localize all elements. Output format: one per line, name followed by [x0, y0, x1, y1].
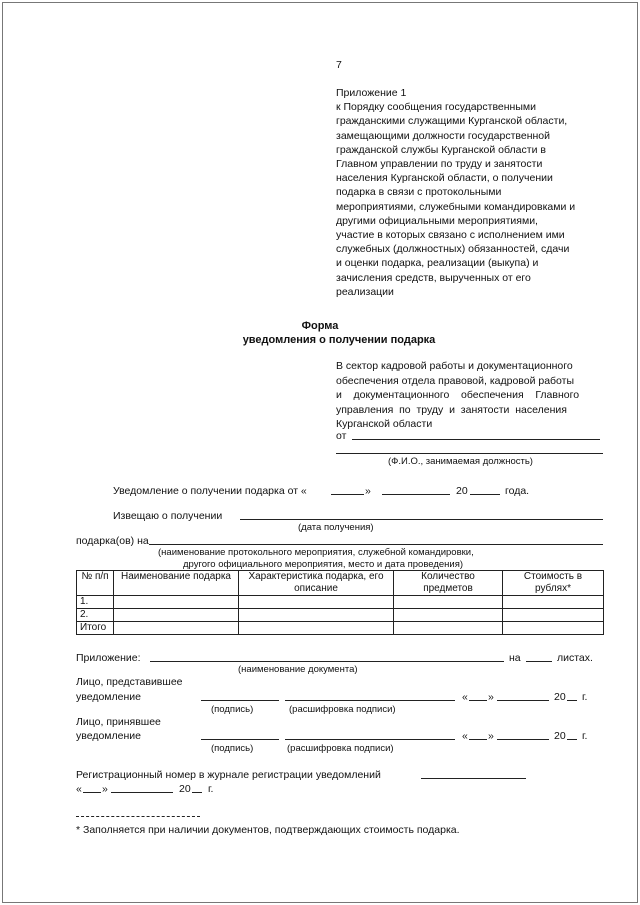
- form-subtitle: уведомления о получении подарка: [242, 334, 436, 346]
- receiver-decode-caption: (расшифровка подписи): [287, 743, 394, 754]
- appendix-line: гражданскими служащими Курганской области,: [336, 115, 568, 128]
- appendix-line: реализации: [336, 285, 394, 298]
- notice-quote-close: »: [365, 485, 371, 497]
- col-quantity-header: Количество предметов: [394, 571, 503, 596]
- receiver-day-field[interactable]: [469, 739, 487, 740]
- from-field[interactable]: [352, 439, 600, 440]
- submitter-decode-field[interactable]: [285, 700, 455, 701]
- table-cell[interactable]: [503, 622, 604, 635]
- appendix-line: гражданской службы Курганской области в: [336, 143, 546, 156]
- registration-number-field[interactable]: [421, 778, 526, 779]
- page-number: 7: [336, 59, 342, 71]
- gifts-label: подарка(ов) на: [76, 535, 149, 547]
- submitter-year-suffix: г.: [582, 691, 588, 703]
- appendix-line: участие в которых связано с исполнением ими: [336, 229, 565, 242]
- receiver-year-field[interactable]: [567, 739, 577, 740]
- col-price-header: Стоимость в рублях*: [503, 571, 604, 596]
- submitter-signature-field[interactable]: [201, 700, 279, 701]
- receiver-signature-field[interactable]: [201, 739, 279, 740]
- table-cell[interactable]: [239, 596, 394, 609]
- table-header-row: [77, 571, 604, 596]
- submitter-label-2: уведомление: [76, 691, 141, 703]
- footnote-text: * Заполняется при наличии документов, подтверждающих стоимость подарка.: [76, 824, 460, 836]
- appendix-line: Главном управлении по труду и занятости: [336, 158, 543, 171]
- attachment-caption: (наименование документа): [238, 664, 358, 675]
- attachment-label: Приложение:: [76, 652, 141, 664]
- receiver-label-1: Лицо, принявшее: [76, 716, 161, 728]
- appendix-line: подарка в связи с протокольными: [336, 186, 502, 199]
- table-row: [77, 622, 604, 635]
- event-field[interactable]: [149, 544, 603, 545]
- receiver-label-2: уведомление: [76, 730, 141, 742]
- addressee-line: В сектор кадровой работы и документационного: [336, 360, 573, 372]
- table-cell[interactable]: [503, 609, 604, 622]
- submitter-label-1: Лицо, представившее: [76, 676, 183, 688]
- table-cell[interactable]: [394, 622, 503, 635]
- inform-label: Извещаю о получении: [113, 510, 223, 522]
- gift-table: [76, 570, 604, 635]
- registration-date-close: »: [102, 783, 108, 795]
- table-cell[interactable]: [394, 609, 503, 622]
- attachment-sheets: листах.: [557, 652, 593, 664]
- appendix-line: другими официальными мероприятиями,: [336, 214, 538, 227]
- from-field-line-2[interactable]: [336, 453, 603, 454]
- receiver-year-prefix: 20: [554, 730, 566, 742]
- addressee-block: [336, 359, 606, 432]
- row-number-cell: Итого: [77, 622, 114, 635]
- notice-year-field[interactable]: [470, 494, 500, 495]
- table-cell[interactable]: [114, 609, 239, 622]
- addressee-line: обеспечения отдела правовой, кадровой работы: [336, 374, 575, 387]
- table-row: [77, 609, 604, 622]
- col-name-header: Наименование подарка: [114, 571, 239, 596]
- row-number-cell: 2.: [77, 609, 114, 622]
- registration-date-open: «: [76, 783, 82, 795]
- notice-prefix: Уведомление о получении подарка от «: [113, 485, 307, 497]
- notice-year-suffix: года.: [505, 485, 530, 497]
- appendix-line: служебных (должностных) обязанностей, сдачи: [336, 243, 570, 256]
- registration-label: Регистрационный номер в журнале регистрации уведомлений: [76, 769, 381, 781]
- appendix-line: Приложение 1: [336, 87, 407, 99]
- attachment-field[interactable]: [150, 661, 504, 662]
- from-caption: (Ф.И.О., занимаемая должность): [388, 456, 533, 467]
- attachment-on: на: [509, 652, 521, 664]
- from-label: от: [336, 430, 347, 442]
- submitter-sign-caption: (подпись): [211, 704, 254, 715]
- footnote-separator: [76, 816, 200, 817]
- addressee-line: управления по труду и занятости населения: [336, 403, 567, 416]
- submitter-day-field[interactable]: [469, 700, 487, 701]
- submitter-year-field[interactable]: [567, 700, 577, 701]
- sheets-count-field[interactable]: [526, 661, 552, 662]
- table-cell[interactable]: [394, 596, 503, 609]
- registration-year-suffix: г.: [208, 783, 214, 795]
- receiver-year-suffix: г.: [582, 730, 588, 742]
- table-cell[interactable]: [239, 622, 394, 635]
- table-cell[interactable]: [239, 609, 394, 622]
- appendix-line: и оценки подарка, реализации (выкупа) и: [336, 257, 539, 270]
- row-number-cell: 1.: [77, 596, 114, 609]
- receiver-sign-caption: (подпись): [211, 743, 254, 754]
- registration-year-prefix: 20: [179, 783, 191, 795]
- appendix-block: [336, 86, 575, 299]
- table-cell[interactable]: [114, 596, 239, 609]
- receipt-date-field[interactable]: [240, 519, 603, 520]
- addressee-line: Курганской области: [336, 418, 433, 431]
- appendix-line: мероприятиями, служебными командировками и: [336, 200, 576, 213]
- appendix-line: населения Курганской области, о получении: [336, 172, 553, 185]
- appendix-line: замещающими должности государственной: [336, 129, 550, 142]
- table-cell[interactable]: [114, 622, 239, 635]
- submitter-year-prefix: 20: [554, 691, 566, 703]
- receiver-date-close: »: [488, 730, 494, 742]
- registration-year-field[interactable]: [192, 792, 202, 793]
- table-row: [77, 596, 604, 609]
- submitter-decode-caption: (расшифровка подписи): [289, 704, 396, 715]
- form-title: Форма: [301, 320, 339, 332]
- receiver-decode-field[interactable]: [285, 739, 455, 740]
- appendix-line: к Порядку сообщения государственными: [336, 101, 536, 114]
- receiver-month-field[interactable]: [497, 739, 549, 740]
- submitter-month-field[interactable]: [497, 700, 549, 701]
- registration-day-field[interactable]: [83, 792, 101, 793]
- table-cell[interactable]: [503, 596, 604, 609]
- addressee-line: и документационного обеспечения Главного: [336, 389, 580, 402]
- event-caption-2: другого официального мероприятия, место и дата проведения): [183, 559, 464, 570]
- notice-month-field[interactable]: [382, 494, 450, 495]
- submitter-date-close: »: [488, 691, 494, 703]
- col-number-header: № п/п: [77, 571, 114, 596]
- appendix-line: зачисления средств, вырученных от его: [336, 271, 531, 284]
- col-description-header: Характеристика подарка, его описание: [239, 571, 394, 596]
- submitter-date-open: «: [462, 691, 468, 703]
- receipt-date-caption: (дата получения): [298, 522, 374, 533]
- receiver-date-open: «: [462, 730, 468, 742]
- notice-day-field[interactable]: [331, 494, 364, 495]
- registration-month-field[interactable]: [111, 792, 173, 793]
- event-caption-1: (наименование протокольного мероприятия, служебной командировки,: [158, 547, 474, 558]
- notice-year-prefix: 20: [456, 485, 468, 497]
